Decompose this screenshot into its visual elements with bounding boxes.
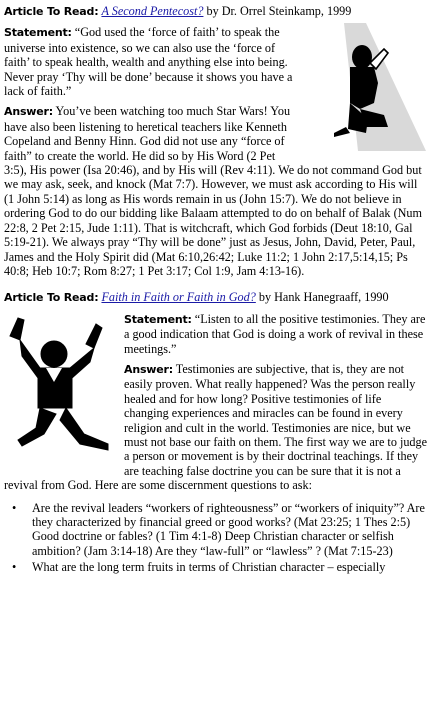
article-2-statement-label: Statement: — [124, 312, 192, 326]
article-2-answer-text: Testimonies are subjective, that is, they are not easily proven. What really happened? Was the person really healed and for how long? Positive testimonies of life changing experiences and miracles can be found in every religion and cult in the world. Testimonies are nice, but we must not base our faith on them. The first way we are to judge a person or movement is by their doctrinal teachings. If they are teaching false doctrine you can be sure that it is not a revival from God. Here are some discernment questions to ask: — [4, 361, 428, 493]
falling-woman-icon — [0, 316, 118, 464]
article-2-statement-text: “Listen to all the positive testimonies. They are a good indication that God is doing a work of revival in these meetings.” — [124, 311, 426, 356]
article-1-statement-label: Statement: — [4, 26, 72, 40]
article-1-label: Article To Read: — [4, 5, 99, 18]
article-2-header — [4, 290, 428, 305]
article-1-link[interactable]: A Second Pentecost? — [101, 4, 204, 18]
list-item — [4, 501, 428, 559]
article-1-answer-text: You’ve been watching too much Star Wars! You have also been listening to heretical teachers like Kenneth Copeland and Benny Hinn. God did not use any “force of faith” to create the world. He did so by His Word (2 Pet 3:5), His power (Isa 20:46), and by His will (Rev 4:11). We do not command God but we may ask, seek, and knock (Mat 7:7). However, we must ask according to His will (1 John 5:14) as long as His words remain in us (John 15:7). We do not believe in ordering God to do our bidding like Balaam attempted to do on behalf of Balak (Num 22:8, 2 Pet 2:15, Jude 1:11). That is witchcraft, which God forbids (Deut 18:10, Gal 5:19-21). We always pray “Thy will be done” just as Jesus, John, David, Peter, Paul, James and the Holy Spirit did (Mat 6:10,26:42; Luke 11:2; 1 John 2:17,5:14,15; Ps 40:8; Heb 10:7; Rom 8:27; 1 Pet 3:17; Col 1:9, Jam 4:13-16). — [4, 104, 423, 278]
discernment-questions-list — [4, 501, 428, 575]
bullet-icon: • — [12, 500, 17, 515]
article-1-byline: by Dr. Orrel Steinkamp, 1999 — [203, 4, 352, 18]
praying-man-icon — [304, 23, 432, 151]
article-2-label: Article To Read: — [4, 291, 99, 305]
article-1-answer-label: Answer: — [4, 105, 53, 119]
article-1-header — [4, 4, 428, 19]
article-2-answer-label: Answer: — [124, 362, 173, 376]
article-2-byline: by Hank Hanegraaff, 1990 — [255, 290, 389, 305]
bullet-icon: • — [12, 560, 17, 575]
list-item-text: Are the revival leaders “workers of righteousness” or “workers of iniquity”? Are they characterized by financial greed or good works? (Mat 23:25; 1 Thes 2:5) Good doctrine or fables? (1 Tim 4:1-8) Deep Christian character or selfish ambition? (Jam 3:14-18) Are they “law-full” or “lawless” ? (Mat 7:15-23) — [32, 500, 425, 558]
list-item-text: What are the long term fruits in terms of Christian character – especially — [32, 560, 386, 575]
article-1-statement-text: “God used the ‘force of faith’ to speak the universe into existence, so we can also use the ‘force of faith’ to speak health, wealth and anything else into being. Never pray ‘Thy will be done’ because it shows you have a lack of faith.” — [4, 25, 293, 99]
list-item — [4, 560, 428, 574]
article-2-link[interactable]: Faith in Faith or Faith in God? — [101, 290, 256, 305]
document-page — [4, 4, 428, 577]
